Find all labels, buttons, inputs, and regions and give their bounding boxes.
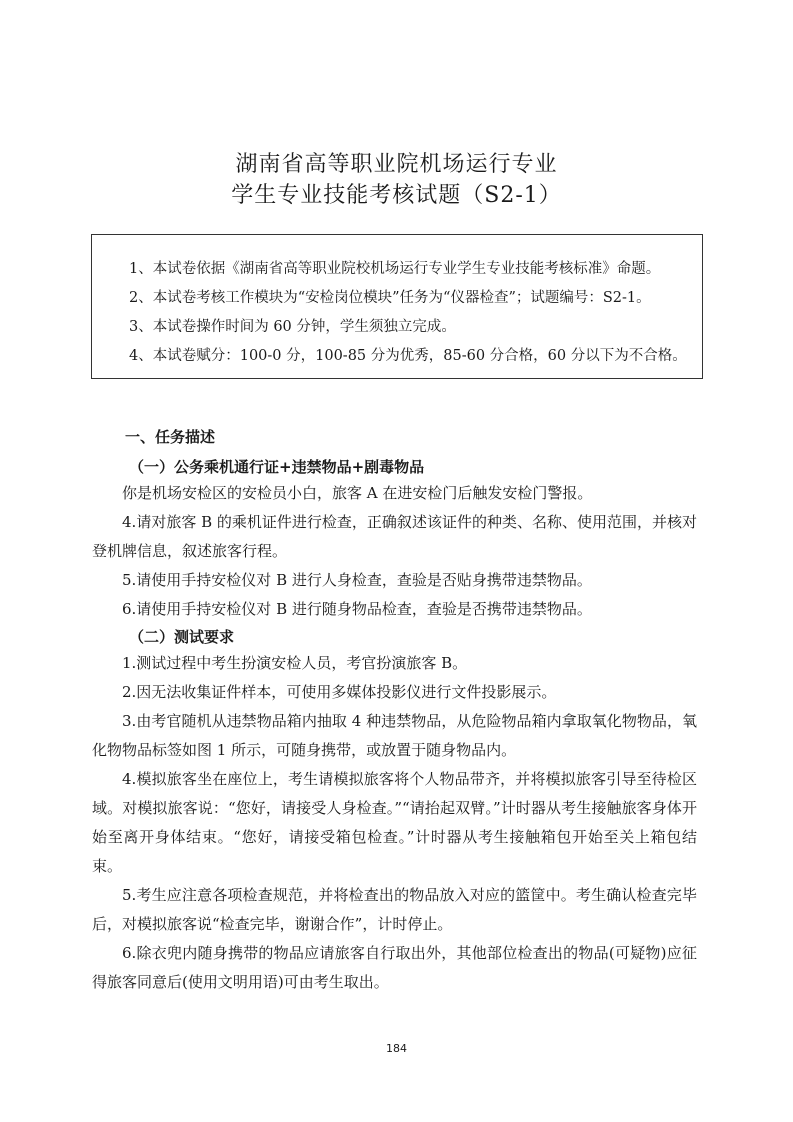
document-title-line-2: 学生专业技能考核试题（S2-1） xyxy=(231,183,562,208)
paragraph: 2.因无法收集证件样本，可使用多媒体投影仪进行文件投影展示。 xyxy=(122,683,557,701)
notice-line: 4、本试卷赋分：100-0 分，100-85 分为优秀，85-60 分合格，60 分以下为不合格。 xyxy=(129,348,687,364)
paragraph: 5.考生应注意各项检查规范，并将检查出的物品放入对应的篮筐中。考生确认检查完毕后，对模拟旅客说“检查完毕，谢谢合作”，计时停止。 xyxy=(92,886,697,933)
paragraph: 6.请使用手持安检仪对 B 进行随身物品检查，查验是否携带违禁物品。 xyxy=(122,600,592,618)
notice-line: 2、本试卷考核工作模块为“安检岗位模块”任务为“仪器检查”；试题编号：S2-1。 xyxy=(129,290,651,306)
paragraph: 4.请对旅客 B 的乘机证件进行检查，正确叙述该证件的种类、名称、使用范围，并核对登机牌信息，叙述旅客行程。 xyxy=(92,513,697,560)
subsection-heading-2: （二）测试要求 xyxy=(129,628,235,646)
paragraph: 3.由考官随机从违禁物品箱内抽取 4 种违禁物品，从危险物品箱内拿取氧化物物品，氧化物物品标签如图 1 所示，可随身携带，或放置于随身物品内。 xyxy=(92,712,697,759)
notice-line: 3、本试卷操作时间为 60 分钟，学生须独立完成。 xyxy=(129,319,456,335)
exam-notice-box xyxy=(91,234,703,379)
paragraph: 4.模拟旅客坐在座位上，考生请模拟旅客将个人物品带齐，并将模拟旅客引导至待检区域。对模拟旅客说：“您好，请接受人身检查。”“请抬起双臂。”计时器从考生接触旅客身体开始至离开身体结束。“您好，请接受箱包检查。”计时器从考生接触箱包开始至关上箱包结束。 xyxy=(92,770,697,875)
subsection-heading-1: （一）公务乘机通行证+违禁物品+剧毒物品 xyxy=(129,458,425,476)
paragraph: 5.请使用手持安检仪对 B 进行人身检查，查验是否贴身携带违禁物品。 xyxy=(122,571,592,589)
section-heading-task-description: 一、任务描述 xyxy=(125,428,216,446)
notice-line: 1、本试卷依据《湖南省高等职业院校机场运行专业学生专业技能考核标准》命题。 xyxy=(129,261,661,277)
document-title-line-1: 湖南省高等职业院机场运行专业 xyxy=(235,152,558,177)
paragraph: 你是机场安检区的安检员小白，旅客 A 在进安检门后触发安检门警报。 xyxy=(122,484,593,502)
paragraph: 6.除衣兜内随身携带的物品应请旅客自行取出外，其他部位检查出的物品(可疑物)应征得旅客同意后(使用文明用语)可由考生取出。 xyxy=(92,944,697,991)
page-number: 184 xyxy=(386,1042,407,1055)
paragraph: 1.测试过程中考生扮演安检人员，考官扮演旅客 B。 xyxy=(122,654,468,672)
